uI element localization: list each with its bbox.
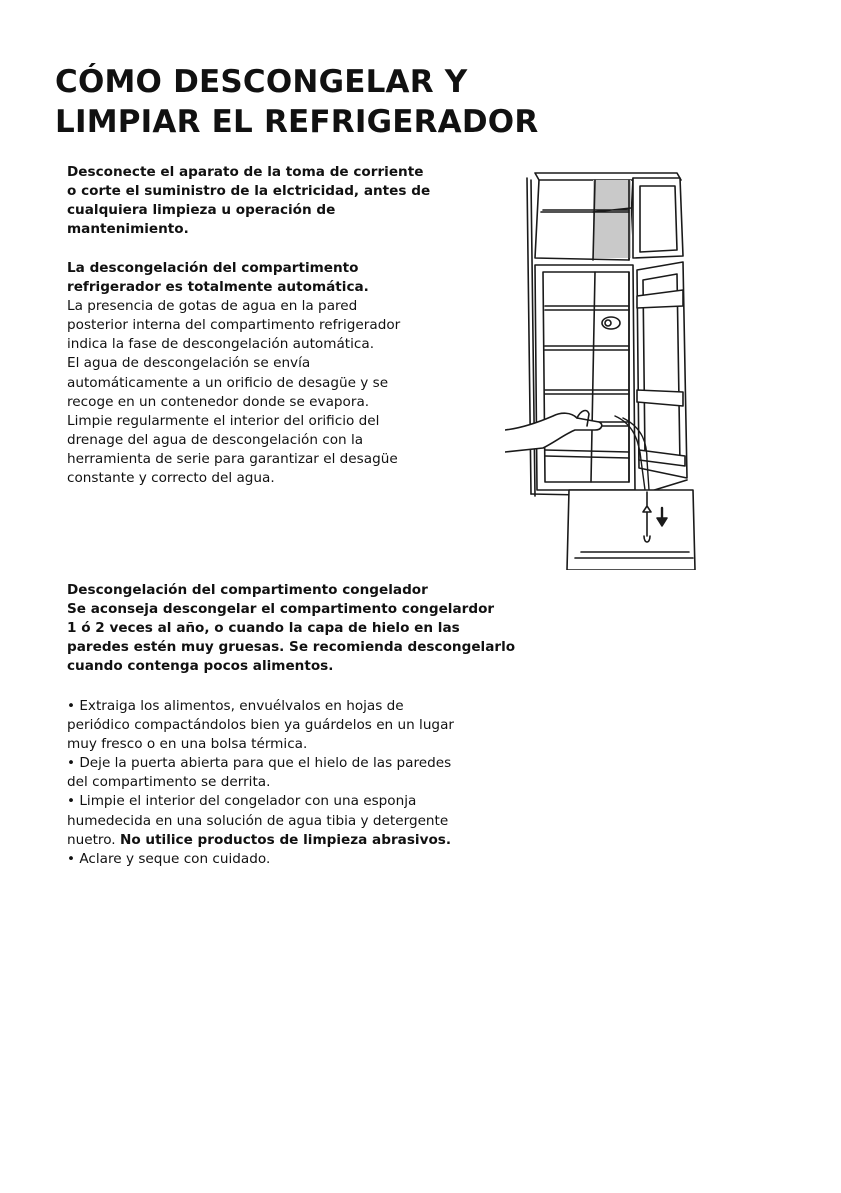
fridge-defrost-text: indica la fase de descongelación automática. <box>67 336 375 353</box>
intro-line: Desconecte el aparato de la toma de corriente <box>67 164 424 180</box>
freezer-defrost-section <box>67 581 515 676</box>
fridge-defrost-heading: refrigerador es totalmente automática. <box>67 279 369 296</box>
page-title <box>55 62 538 142</box>
fridge-cabinet <box>535 265 635 490</box>
fridge-defrost-text: El agua de descongelación se envía <box>67 355 311 372</box>
evaporation-tray-inset <box>567 490 695 570</box>
fridge-defrost-text: constante y correcto del agua. <box>67 470 275 487</box>
freezer-defrost-line: paredes estén muy gruesas. Se recomienda descongelarlo <box>67 639 516 656</box>
step-text: • Limpie el interior del congelador con una esponja <box>67 793 417 810</box>
intro-line: mantenimiento. <box>67 221 189 238</box>
step-text: • Deje la puerta abierta para que el hielo de las paredes <box>67 755 452 772</box>
title-line-1: CÓMO DESCONGELAR Y <box>55 64 468 100</box>
freezer-defrost-line: cuando contenga pocos alimentos. <box>67 658 334 675</box>
fridge-defrost-text: herramienta de serie para garantizar el desagüe <box>67 450 398 467</box>
step-text: muy fresco o en una bolsa térmica. <box>67 736 308 753</box>
step-text: • Aclare y seque con cuidado. <box>67 850 271 867</box>
intro-line: cualquiera limpieza u operación de <box>67 202 336 219</box>
fridge-defrost-heading: La descongelación del compartimento <box>67 260 359 276</box>
fridge-defrost-text: recoge en un contenedor donde se evapora. <box>67 393 370 410</box>
fridge-defrost-text: posterior interna del compartimento refrigerador <box>67 317 401 334</box>
fridge-defrost-text: La presencia de gotas de agua en la pared <box>67 298 358 315</box>
step-text: nuetro. <box>67 831 120 848</box>
step-text: • Extraiga los alimentos, envuélvalos en hojas de <box>67 698 404 714</box>
freezer-defrost-line: 1 ó 2 veces al año, o cuando la capa de hielo en las <box>67 620 460 637</box>
fridge-defrost-text: Limpie regularmente el interior del orificio del <box>67 412 380 429</box>
title-line-2: LIMPIAR EL REFRIGERADOR <box>55 104 539 140</box>
intro-warning <box>67 163 430 239</box>
fridge-defrost-text: automáticamente a un orificio de desagüe y se <box>67 374 389 391</box>
fridge-defrost-text: drenage del agua de descongelación con la <box>67 431 364 448</box>
freezer-defrost-line: Descongelación del compartimento congelador <box>67 582 428 598</box>
defrost-steps-list <box>67 697 454 869</box>
abrasive-warning: No utilice productos de limpieza abrasivos. <box>119 831 452 848</box>
refrigerator-drain-illustration <box>505 160 705 570</box>
step-text: periódico compactándolos bien ya guárdelos en un lugar <box>67 717 454 734</box>
step-text: humedecida en una solución de agua tibia y detergente <box>67 812 449 829</box>
freezer-door <box>633 178 683 258</box>
fridge-defrost-section <box>67 259 400 488</box>
fridge-door <box>637 262 687 478</box>
step-text: del compartimento se derrita. <box>67 774 271 791</box>
freezer-defrost-line: Se aconseja descongelar el compartimento congelardor <box>67 601 495 618</box>
step-text-with-warning <box>67 831 454 850</box>
intro-line: o corte el suministro de la elctricidad, antes de <box>67 183 431 200</box>
